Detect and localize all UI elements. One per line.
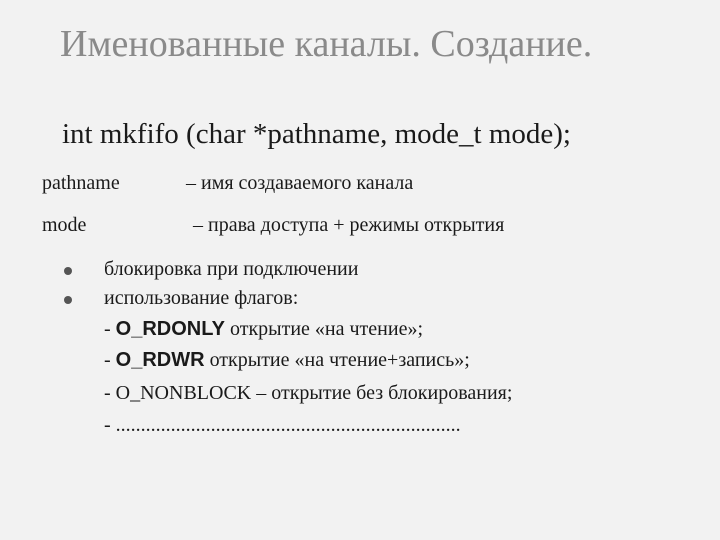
bullet-item: использование флагов: xyxy=(104,287,299,309)
param-desc-pathname: – имя создаваемого канала xyxy=(186,172,414,194)
ellipsis-line: - ..................................................................... xyxy=(104,414,461,436)
param-name-pathname: pathname xyxy=(42,172,120,194)
flag-line xyxy=(104,382,512,405)
flag-prefix: - xyxy=(104,382,116,404)
bullet-dot-icon xyxy=(64,267,72,275)
param-desc-mode: – права доступа + режимы открытия xyxy=(193,214,505,236)
flag-name: O_RDONLY xyxy=(115,318,225,340)
flag-line xyxy=(104,349,470,372)
flag-description: открытие «на чтение+запись»; xyxy=(204,349,470,371)
flag-prefix: - xyxy=(104,318,116,340)
bullet-dot-icon xyxy=(64,296,72,304)
flag-description: открытие «на чтение»; xyxy=(224,318,424,340)
flag-description: – открытие без блокирования; xyxy=(251,382,513,404)
flag-line xyxy=(104,318,423,341)
flag-name: O_NONBLOCK xyxy=(115,382,252,404)
flag-prefix: - xyxy=(104,349,116,371)
param-name-mode: mode xyxy=(42,214,87,236)
bullet-item: блокировка при подключении xyxy=(104,258,359,280)
function-signature: int mkfifo (char *pathname, mode_t mode); xyxy=(62,118,571,150)
slide-title: Именованные каналы. Создание. xyxy=(60,23,593,65)
flag-name: O_RDWR xyxy=(115,349,205,371)
